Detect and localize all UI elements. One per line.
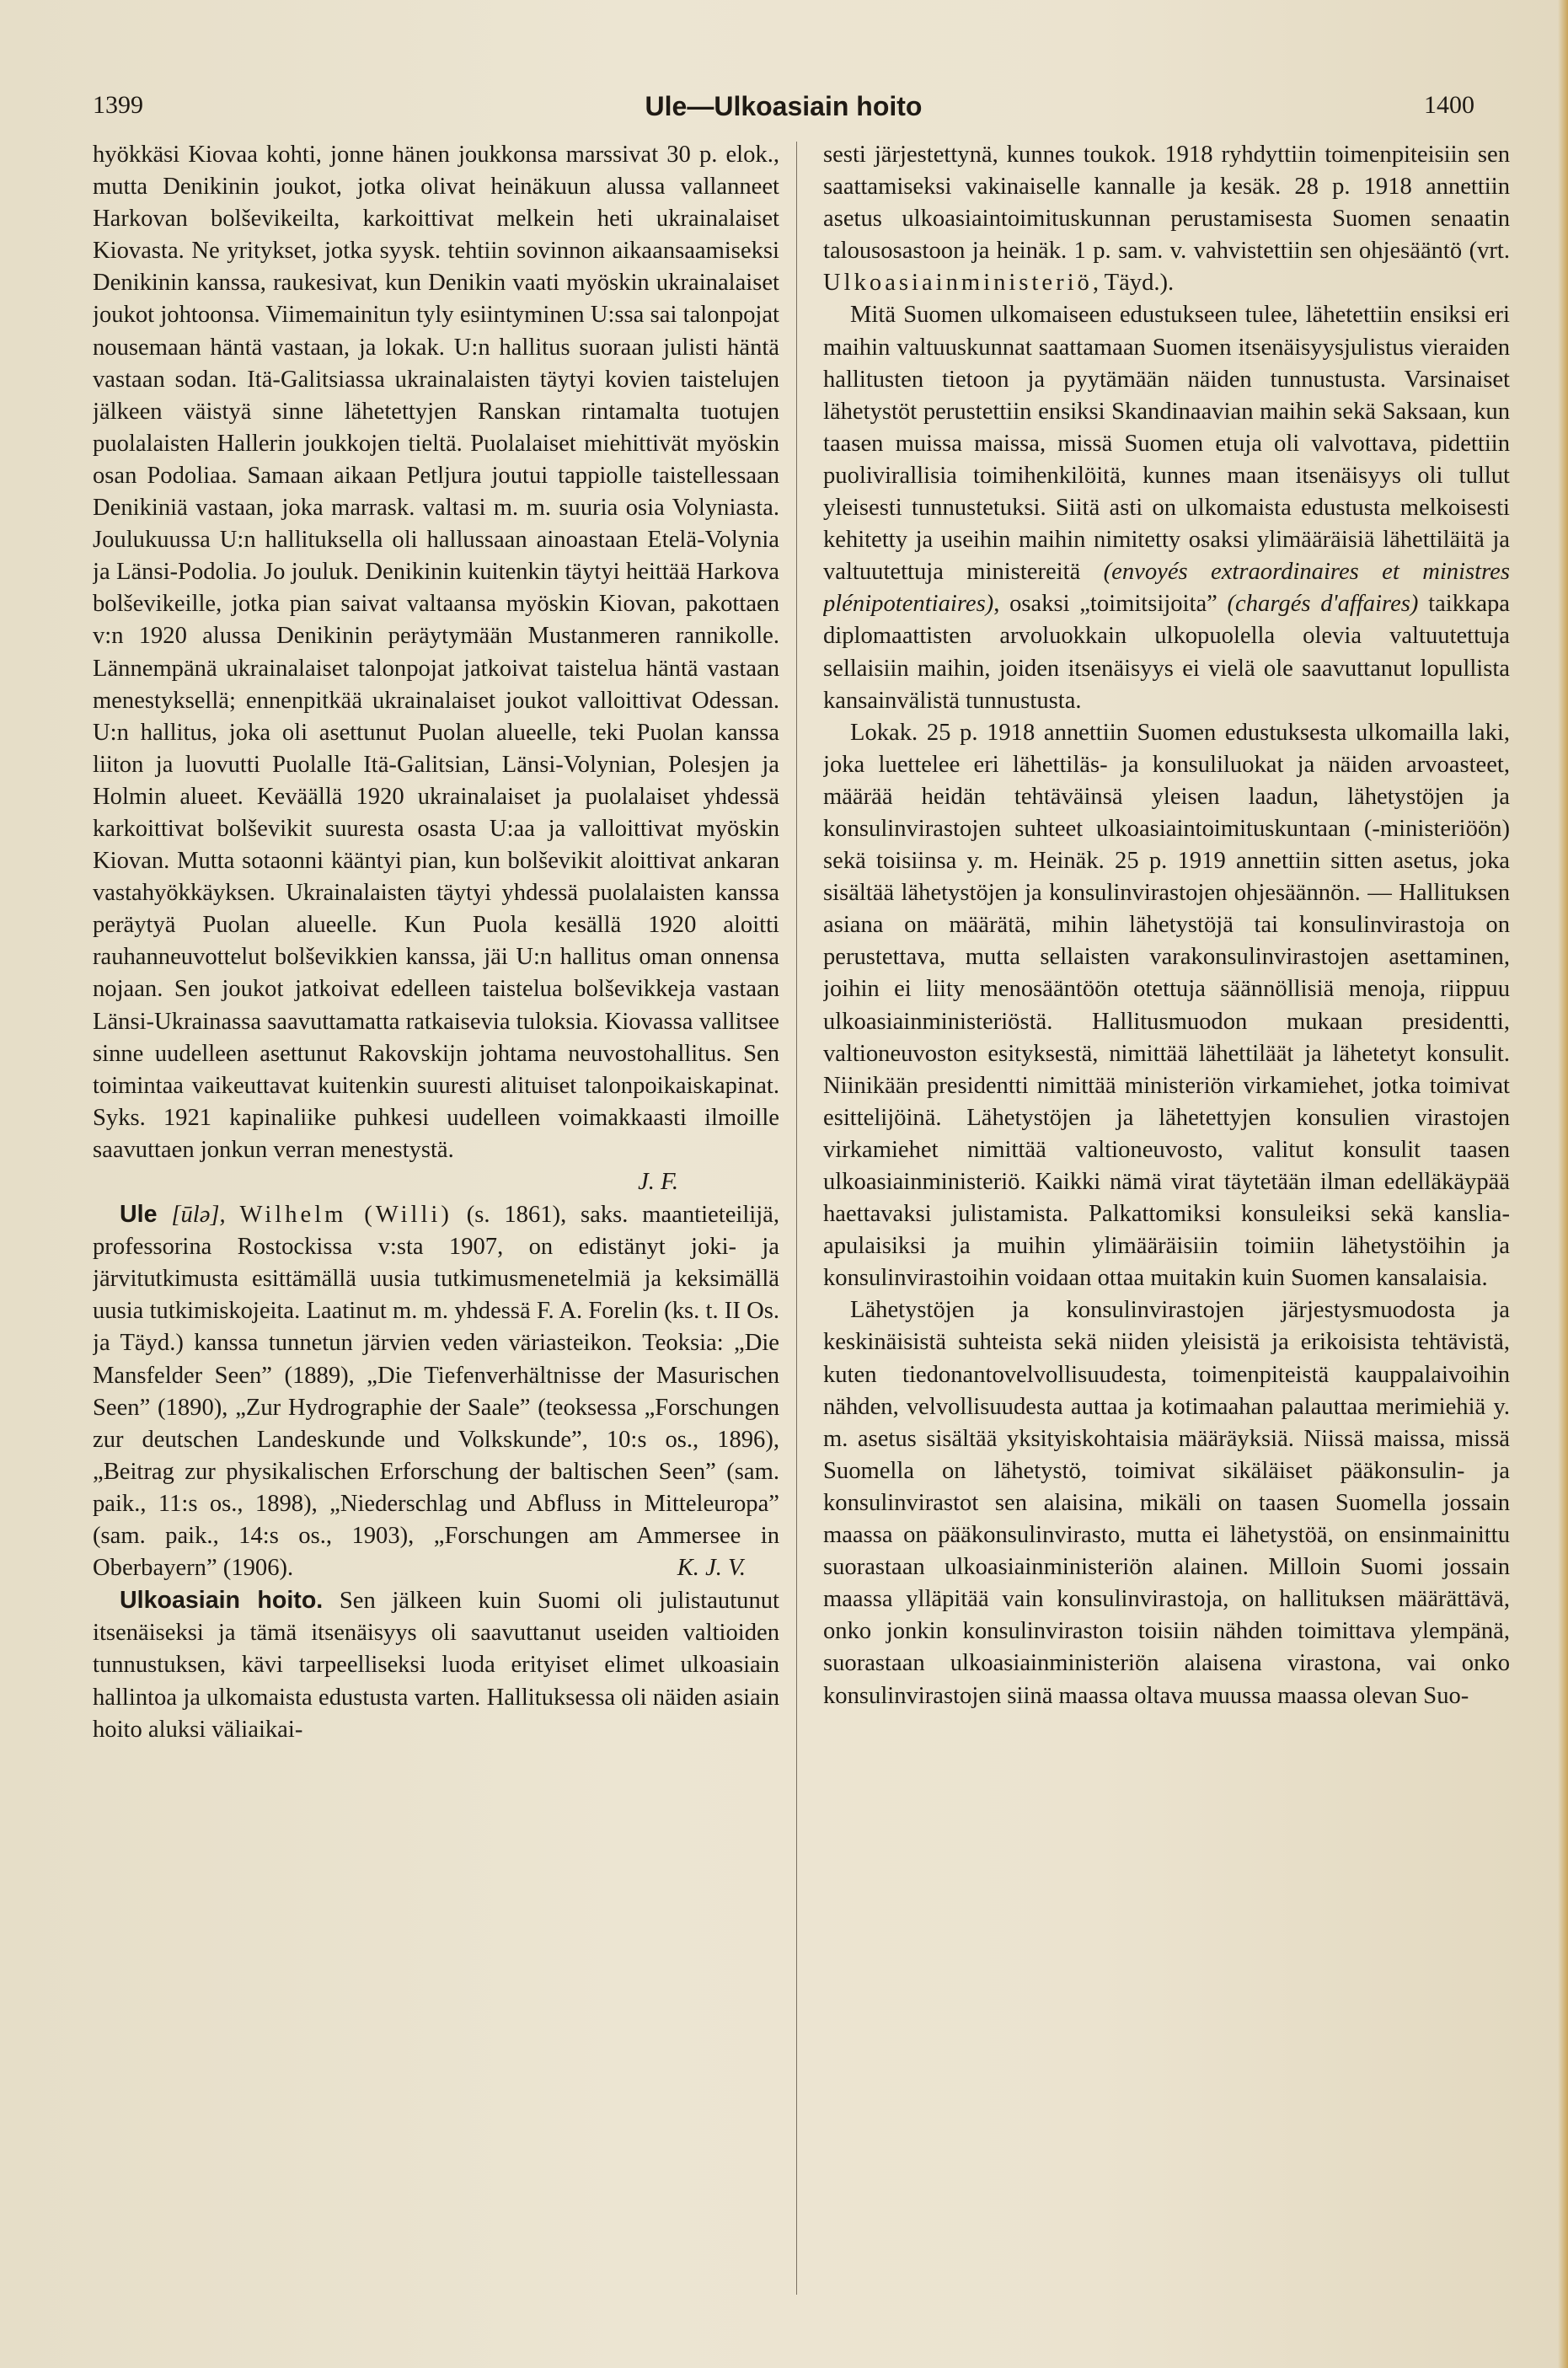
paragraph-representation <box>823 299 1510 716</box>
cross-reference: Ulkoasiainministeriö <box>823 270 1093 297</box>
continued-paragraph <box>823 139 1510 299</box>
running-title: Ule—Ulkoasiain hoito <box>645 91 923 121</box>
entry-person-name: Wilhelm (Willi) <box>239 1202 452 1229</box>
entry-ule-body: (s. 1861), saks. maantieteilijä, professorina Rostockissa v:sta 1907, on edistänyt joki- ja järvitutkimusta esittämällä uusia tutkimusmenetelmiä ja keksimällä uusia tutkimiskojeita. Laatinut m. m. yhdessä F. A. Forelin (ks. t. II Os. ja Täyd.) kanssa tunnetun järvien veden väriasteikon. Teoksia: „Die Mansfelder Seen” (1889), „Die Tiefenverhältnisse der Masurischen Seen” (1890), „Zur Hydrographie der Saale” (teoksessa „Forschungen zur deutschen Landeskunde und Volkskunde”, 10:s os., 1896), „Beitrag zur physikalischen Erforschung der baltischen Seen” (sam. paik., 11:s os., 1898), „Niederschlag und Abfluss in Mitteleuropa” (sam. paik., 14:s os., 1903), „Forschungen am Ammersee in Oberbayern” (1906). <box>93 1202 779 1582</box>
italic-term: (envoyés extraordinaires et ministres plénipotentiaires) <box>823 559 1510 618</box>
entry-headword-ule: Ule <box>120 1201 158 1229</box>
entry-ule <box>93 1198 779 1584</box>
signature-kjv: K. J. V. <box>677 1555 746 1582</box>
paragraph-organization: Lähetystöjen ja konsulinvirastojen järjestysmuodosta ja keskinäisistä suhteista sekä niiden yleisistä ja erikoisista tehtävistä, kuten tiedonantovelvollisuudesta, toimenpiteistä kauppalaivoihin nähden, velvollisuudesta auttaa ja kotimaahan palauttaa merimiehiä y. m. asetus sisältää yksityiskohtaisia määräyksiä. Niissä maissa, missä Suomella on lähetystö, toimivat sikäläiset pääkonsulin- ja konsulinvirastot sen alaisina, mikäli on taasen Suomella jossain maassa on pääkonsulinvirasto, mutta ei lähetystöä, on ensinmainittu suorastaan ulkoasiainministeriön alainen. Milloin Suomi jossain maassa ylläpitää vain konsulinvirastoja, on hallituksen määrättävä, onko jonkin konsulinviraston toisiin nähden toimittava ylempänä, suorastaan ulkoasiainministeriön alaisena virastona, vai onko konsulinvirastojen siinä maassa oltava muussa maassa olevan Suo- <box>823 1297 1510 1709</box>
signature-line <box>93 1166 779 1198</box>
ukraine-article-text: hyökkäsi Kiovaa kohti, jonne hänen joukkonsa marssivat 30 p. elok., mutta Denikinin joukot, jotka olivat heinäkuun alussa vallanneet Harkovan bolševikeilta, karkoittivat melkein heti ukrainalaiset Kiovasta. Ne yritykset, jotka syysk. tehtiin sovinnon aikaansaamiseksi Denikinin kanssa, raukesivat, kun Denikin vaati myöskin ukrainalaiset joukot johtoonsa. Viimemainitun tyly esiintyminen U:ssa sai talonpojat nousemaan häntä vastaan, ja lokak. U:n hallitus suoraan julisti häntä vastaan sodan. Itä-Galitsiassa ukrainalaisten täytyi kovien taistelujen jälkeen väistyä sinne lähetettyjen Ranskan rintamalta tuotujen puolalaisten Hallerin joukkojen tieltä. Puolalaiset miehittivät myöskin osan Podoliaa. Samaan aikaan Petljura joutui tappiolle taistellessaan Denikiniä vastaan, joka marrask. valtasi m. m. suuria osia Volyniasta. Joulukuussa U:n hallituksella oli hallussaan ainoastaan Etelä-Volynia ja Länsi-Podolia. Jo jouluk. Denikinin kuitenkin täytyi heittää Harkova bolševikeille, jotka pian saivat valtaansa myöskin Kiovan, pakottaen v:n 1920 alussa Denikinin peräytymään Mustanmeren rannikolle. Lännempänä ukrainalaiset talonpojat jatkoivat taistelua häntä vastaan menestyksellä; ennenpitkää ukrainalaiset joukot valloittivat Odessan. U:n hallitus, joka oli asettunut Puolan alueelle, teki Puolan kanssa liiton ja luovutti Puolalle Itä-Galitsian, Länsi-Volynian, Polesjen ja Holmin alueet. Keväällä 1920 ukrainalaiset ja puolalaiset yhdessä karkoittivat bolševikit suuresta osasta U:aa ja valloittivat myöskin Kiovan. Mutta sotaonni kääntyi pian, kun bolševikit aloittivat ankaran vastahyökkäyksen. Ukrainalaisten täytyi yhdessä puolalaisten kanssa peräytyä Puolan alueelle. Kun Puola kesällä 1920 aloitti rauhanneuvottelut bolševikkien kanssa, jäi U:n hallitus oman onnensa nojaan. Sen joukot jatkoivat edelleen taistelua bolševikkeja vastaan Länsi-Ukrainassa saavuttamatta ratkaisevia tuloksia. Kiovassa vallitsee sinne uudelleen asettunut Rakovskijn johtama neuvostohallitus. Sen toimintaa vaikeuttavat kuitenkin suuresti alituiset talonpoikaiskapinat. Syks. 1921 kapinaliike puhkesi uudelleen voimakkaasti ilmoille saavuttaen jonkun verran menestystä. <box>93 142 779 1163</box>
entry-ulkoasiain-hoito <box>93 1584 779 1745</box>
left-column <box>93 139 779 2296</box>
entry-pronunciation: [ūlə], <box>171 1202 226 1229</box>
text-fragment: , Täyd.). <box>1092 270 1175 297</box>
text-fragment: sesti järjestettynä, kunnes toukok. 1918 ryhdyttiin toimenpiteisiin sen saattamiseksi vakinaiselle kannalle ja kesäk. 28 p. 1918 annettiin asetus ulkoasiaintoimituskunnan perustamisesta Suomen senaatin talousosastoon ja heinäk. 1 p. sam. v. vahvistettiin sen ohjesääntö (vrt. <box>823 142 1510 265</box>
italic-term: (chargés d'affaires) <box>1227 591 1419 618</box>
text-fragment: , osaksi „toimitsijoita” <box>993 591 1217 618</box>
right-column <box>823 139 1510 2296</box>
page-number-right: 1400 <box>1424 91 1474 119</box>
column-divider <box>796 142 797 2295</box>
page-header <box>93 91 1474 125</box>
text-fragment: taikkapa diplomaattisten arvoluokkain ulkopuolella olevia valtuutettuja sellaisiin maihin, joiden itsenäisyys ei vielä ole saavuttanut lopullista kansainvälistä tunnustusta. <box>823 591 1510 714</box>
text-fragment: Mitä Suomen ulkomaiseen edustukseen tulee, lähetettiin ensiksi eri maihin valtuuskunnat saattamaan Suomen itsenäisyysjulistus vieraiden hallitusten tietoon ja pyytämään näiden tunnustusta. Varsinaiset lähetystöt perustettiin ensiksi Skandinaavian maihin sekä Saksaan, kun taasen muissa maissa, missä Suomen etuja oli valvottava, pidettiin puolivirallisia toimihenkilöitä, kunnes maan itsenäisyys oli tullut yleisesti tunnustetuksi. Siitä asti on ulkomaista edustusta melkoisesti kehitetty ja useihin maihin nimitetty osaksi ylimääräisiä lähettiläitä ja valtuutettuja ministereitä <box>823 302 1510 586</box>
page-edge <box>1558 0 1568 2368</box>
page-number-left: 1399 <box>93 91 143 119</box>
entry-ulkoasiain-body: Sen jälkeen kuin Suomi oli julistautunut itsenäiseksi ja tämä itsenäisyys oli saavuttanut useiden valtioiden tunnustuksen, kävi tarpeelliseksi luoda erityiset elimet ulkoasiain hallintoa ja ulkomaista edustusta varten. Hallituksessa oli näiden asiain hoito aluksi väliaikai- <box>93 1588 779 1743</box>
entry-headword-ulkoasiain: Ulkoasiain hoito. <box>120 1587 324 1615</box>
signature-jf: J. F. <box>638 1169 678 1195</box>
paragraph-law: Lokak. 25 p. 1918 annettiin Suomen edustuksesta ulkomailla laki, joka luettelee eri lähettiläs- ja konsuliluokat ja näiden arvoasteet, määrää heidän tehtäväinsä yleisen laadun, lähetystöjen ja konsulinvirastojen suhteet ulkoasiaintoimituskuntaan (-ministeriöön) sekä toisiinsa y. m. Heinäk. 25 p. 1919 annettiin sitten asetus, joka sisältää lähetystöjen ja konsulinvirastojen ohjesäännön. — Hallituksen asiana on määrätä, mihin lähetystöjä tai konsulinvirastoja on perustettava, mutta sellaisten varakonsulinvirastojen asettaminen, joihin ei liity menosääntöön otettuja säännöllisiä menoja, riippuu ulkoasiainministeriöstä. Hallitusmuodon mukaan presidentti, valtioneuvoston esityksestä, nimittää lähettiläät ja lähetetyt konsulit. Niinikään presidentti nimittää ministeriön virkamiehet, jotka toimivat esittelijöinä. Lähetystöjen ja lähetettyjen konsulien virastojen virkamiehet nimittää valtioneuvosto, valitut konsulit taasen ulkoasiainministeriö. Kaikki nämä virat täytetään ilman edelläkäypää haettavaksi julistamista. Palkattomiksi konsuleiksi sekä kanslia-apulaisiksi ja muihin ylimääräisiin toimiin lähetystöihin ja konsulinvirastoihin voidaan ottaa muitakin kuin Suomen kansalaisia. <box>823 719 1510 1292</box>
